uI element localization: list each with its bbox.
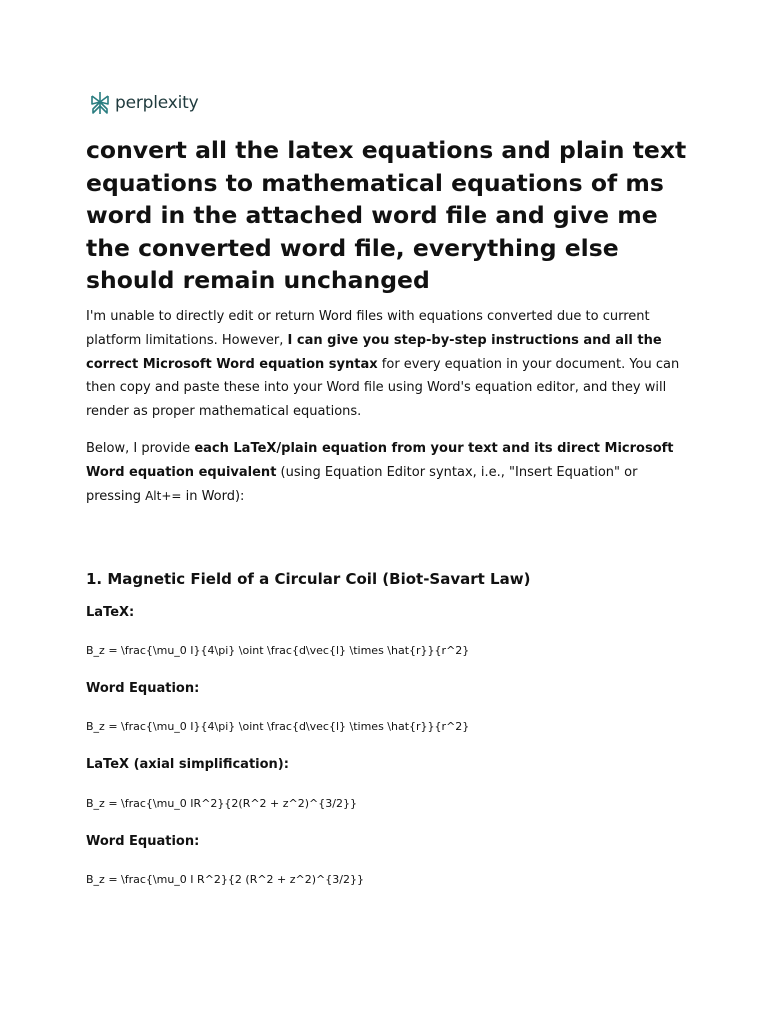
- inline-code-shortcut: Alt+=: [145, 488, 182, 503]
- word-equation: B_z = \frac{\mu_0 I}{4\pi} \oint \frac{d\vec{l} \times \hat{r}}{r^2}: [86, 720, 470, 733]
- intro-text: (using Equation Editor syntax, i.e., "Insert Equation" or pressing: [86, 464, 638, 504]
- word-equation-2: B_z = \frac{\mu_0 I R^2}{2 (R^2 + z^2)^{3/2}}: [86, 873, 364, 886]
- intro-paragraph-1: [86, 305, 686, 424]
- latex-equation: B_z = \frac{\mu_0 I}{4\pi} \oint \frac{d\vec{l} \times \hat{r}}{r^2}: [86, 644, 470, 657]
- word-equation-label-2: Word Equation:: [86, 834, 200, 849]
- section-heading: 1. Magnetic Field of a Circular Coil (Biot-Savart Law): [86, 570, 531, 588]
- page-title: convert all the latex equations and plain text equations to mathematical equations of ms word in the attached word file and give me the converted word file, everything else should remain unchanged: [86, 136, 687, 294]
- intro-text: Below, I provide: [86, 441, 195, 456]
- intro-bold-text: each LaTeX/plain equation from your text and its direct Microsoft Word equation equivalent: [86, 441, 674, 480]
- latex-axial-equation: B_z = \frac{\mu_0 IR^2}{2(R^2 + z^2)^{3/2}}: [86, 797, 357, 810]
- intro-paragraph-2: [86, 437, 686, 508]
- word-equation-label: Word Equation:: [86, 681, 200, 696]
- intro-text: I'm unable to directly edit or return Word files with equations converted due to current platform limitations. However,: [86, 309, 650, 348]
- brand-logo: [90, 90, 198, 116]
- latex-label: LaTeX:: [86, 605, 135, 620]
- intro-text: for every equation in your document. You can then copy and paste these into your Word file using Word's equation editor, and they will render as proper mathematical equations.: [86, 356, 680, 420]
- intro-bold-text: I can give you step-by-step instructions and all the correct Microsoft Word equation syntax: [86, 332, 662, 372]
- brand-name: perplexity: [115, 93, 199, 113]
- intro-text: in Word):: [181, 488, 245, 504]
- perplexity-logo-icon: [90, 91, 110, 115]
- latex-axial-label: LaTeX (axial simplification):: [86, 757, 289, 772]
